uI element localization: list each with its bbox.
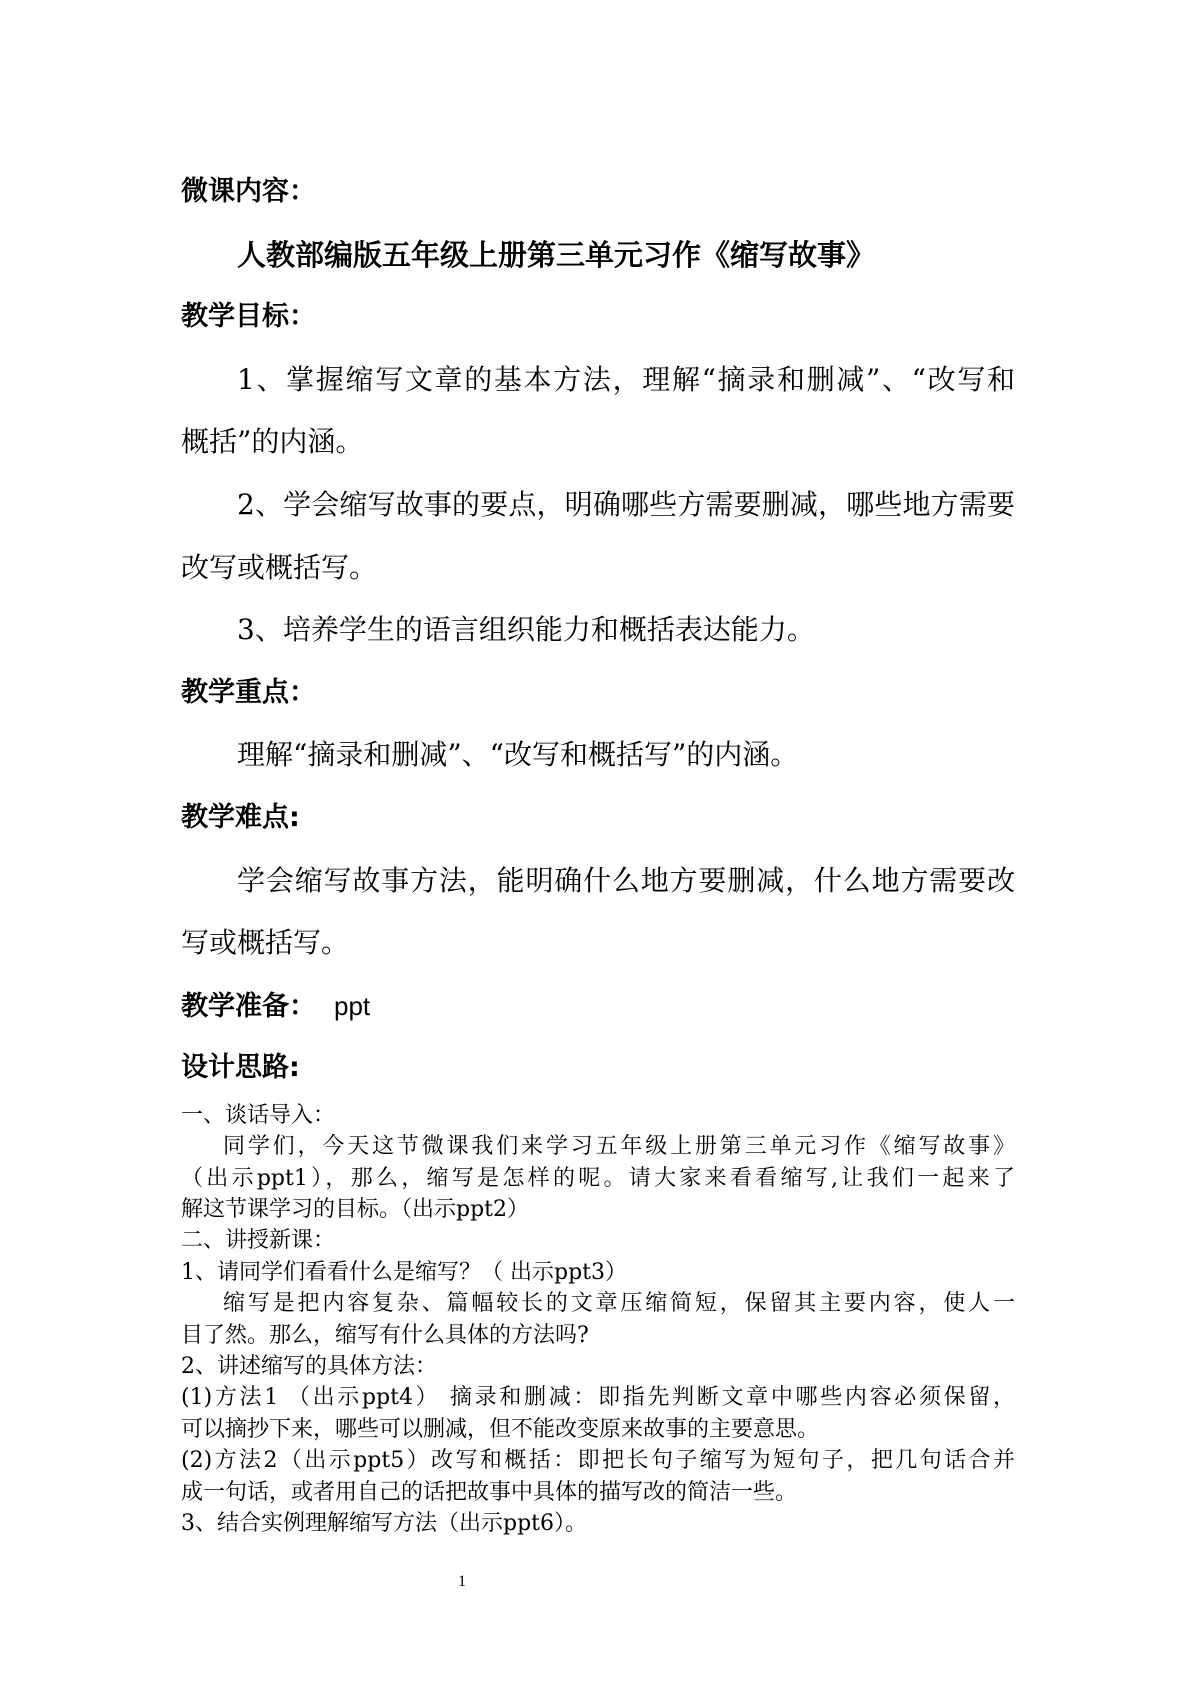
difficulties-line-1: 学会缩写故事方法，能明确什么地方要删减，什么地方需要改 [237,863,1015,897]
objectives-heading: 教学目标： [181,301,316,333]
key-points-line-1: 理解“摘录和删减”、“改写和概括写”的内涵。 [237,738,799,772]
difficulties-heading: 教学难点: [181,801,300,833]
key-points-heading: 教学重点： [181,676,316,708]
step-1-line-1: 缩写是把内容复杂、篇幅较长的文章压缩简短，保留其主要内容，使人一 [223,1291,1015,1317]
method-1-line-2: 可以摘抄下来，哪些可以删减，但不能改变原来故事的主要意思。 [181,1416,820,1442]
step-2-title: 2、讲述缩写的具体方法： [181,1354,437,1380]
preparation-row [181,975,1015,1038]
step-1-line-2: 目了然。那么，缩写有什么具体的方法吗? [181,1322,589,1348]
new-lesson-title: 二、讲授新课： [181,1228,336,1254]
micro-content-heading: 微课内容： [181,176,316,207]
intro-line-1: 同学们，今天这节微课我们来学习五年级上册第三单元习作《缩写故事》 [223,1134,1015,1160]
page-content [181,161,1015,1539]
objective-2-line-2: 改写或概括写。 [181,550,378,584]
method-1-line-1: (1)方法1 （出示ppt4） 摘录和删减：即指先判断文章中哪些内容必须保留， [181,1385,1015,1411]
method-2-line-2: 成一句话，或者用自己的话把故事中具体的描写改的简洁一些。 [181,1479,798,1505]
intro-line-2: （出示ppt1），那么，缩写是怎样的呢。请大家来看看缩写,让我们一起来了 [181,1165,1015,1191]
step-3-title: 3、结合实例理解缩写方法（出示ppt6）。 [181,1510,588,1536]
step-1-title: 1、请同学们看看什么是缩写？（ 出示ppt3） [181,1259,627,1285]
lesson-title: 人教部编版五年级上册第三单元习作《缩写故事》 [237,237,876,272]
preparation-heading: 教学准备： [181,990,316,1022]
intro-title: 一、谈话导入： [181,1102,336,1128]
objective-1-line-1: 1、掌握缩写文章的基本方法，理解“摘录和删减”、“改写和 [237,362,1015,396]
preparation-value: ppt [334,990,371,1021]
design-heading: 设计思路: [181,1052,300,1084]
intro-line-3: 解这节课学习的目标。（出示ppt2） [181,1197,530,1223]
method-2-line-1: (2)方法2（出示ppt5）改写和概括：即把长句子缩写为短句子，把几句话合并 [181,1448,1015,1474]
objective-2-line-1: 2、学会缩写故事的要点，明确哪些方需要删减，哪些地方需要 [237,487,1015,521]
objective-3-line-1: 3、培养学生的语言组织能力和概括表达能力。 [237,613,815,647]
page-number: 1 [458,1573,466,1590]
difficulties-line-2: 写或概括写。 [181,926,350,960]
objective-1-line-2: 概括”的内涵。 [181,425,364,459]
